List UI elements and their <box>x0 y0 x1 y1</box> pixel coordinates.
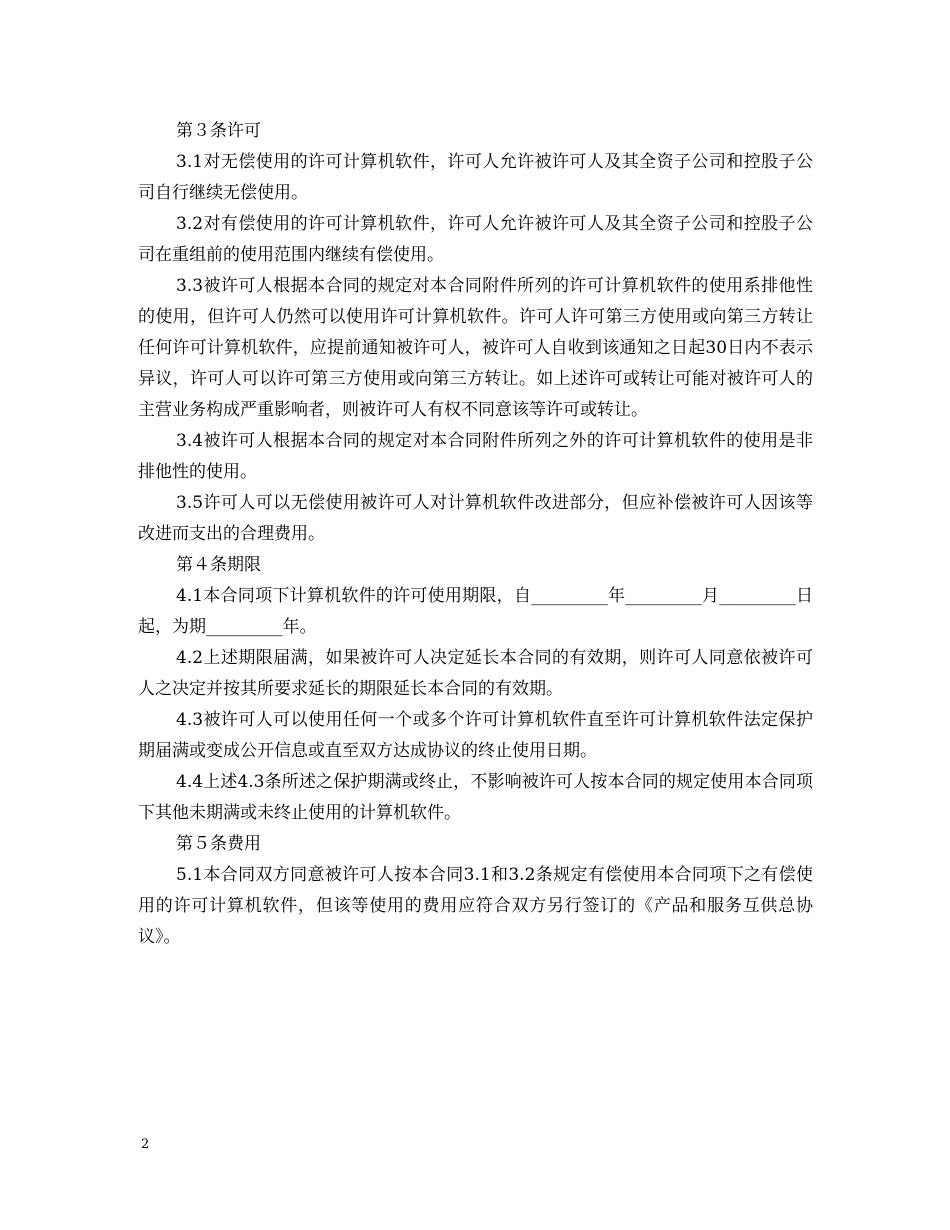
article-3-heading: 第３条许可 <box>176 121 261 141</box>
clause-4-3: 4.3被许可人可以使用任何一个或多个许可计算机软件直至许可计算机软件法定保护期届满或变成公开信息或直至双方达成协议的终止使用日期。 <box>138 710 813 761</box>
clause-3-4: 3.4被许可人根据本合同的规定对本合同附件所列之外的许可计算机软件的使用是非排他性的使用。 <box>138 431 813 482</box>
document-body <box>138 116 813 953</box>
clause-3-3: 3.3被许可人根据本合同的规定对本合同附件所列的许可计算机软件的使用系排他性的使用，但许可人仍然可以使用许可计算机软件。许可人许可第三方使用或向第三方转让任何许可计算机软件，应提前通知被许可人，被许可人自收到该通知之日起30日内不表示异议，许可人可以许可第三方使用或向第三方转让。如上述许可或转让可能对被许可人的主营业务构成严重影响者，则被许可人有权不同意该等许可或转让。 <box>138 276 813 420</box>
page-number: 2 <box>141 1137 150 1152</box>
clause-4-4: 4.4上述4.3条所述之保护期满或终止，不影响被许可人按本合同的规定使用本合同项下其他未期满或未终止使用的计算机软件。 <box>138 772 813 823</box>
clause-5-1: 5.1本合同双方同意被许可人按本合同3.1和3.2条规定有偿使用本合同项下之有偿使用的许可计算机软件，但该等使用的费用应符合双方另行签订的《产品和服务互供总协议》。 <box>138 865 813 947</box>
clause-3-5: 3.5许可人可以无偿使用被许可人对计算机软件改进部分，但应补偿被许可人因该等改进而支出的合理费用。 <box>138 493 813 544</box>
clause-4-2: 4.2上述期限届满，如果被许可人决定延长本合同的有效期，则许可人同意依被许可人之决定并按其所要求延长的期限延长本合同的有效期。 <box>138 648 813 699</box>
article-5-heading: 第５条费用 <box>176 834 261 854</box>
clause-3-1: 3.1对无偿使用的许可计算机软件，许可人允许被许可人及其全资子公司和控股子公司自行继续无偿使用。 <box>138 152 813 203</box>
clause-3-2: 3.2对有偿使用的许可计算机软件，许可人允许被许可人及其全资子公司和控股子公司在重组前的使用范围内继续有偿使用。 <box>138 214 813 265</box>
article-4-heading: 第４条期限 <box>176 555 261 575</box>
clause-4-1: 4.1本合同项下计算机软件的许可使用期限，自_________年_________月_________日起，为期_________年。 <box>138 586 813 637</box>
